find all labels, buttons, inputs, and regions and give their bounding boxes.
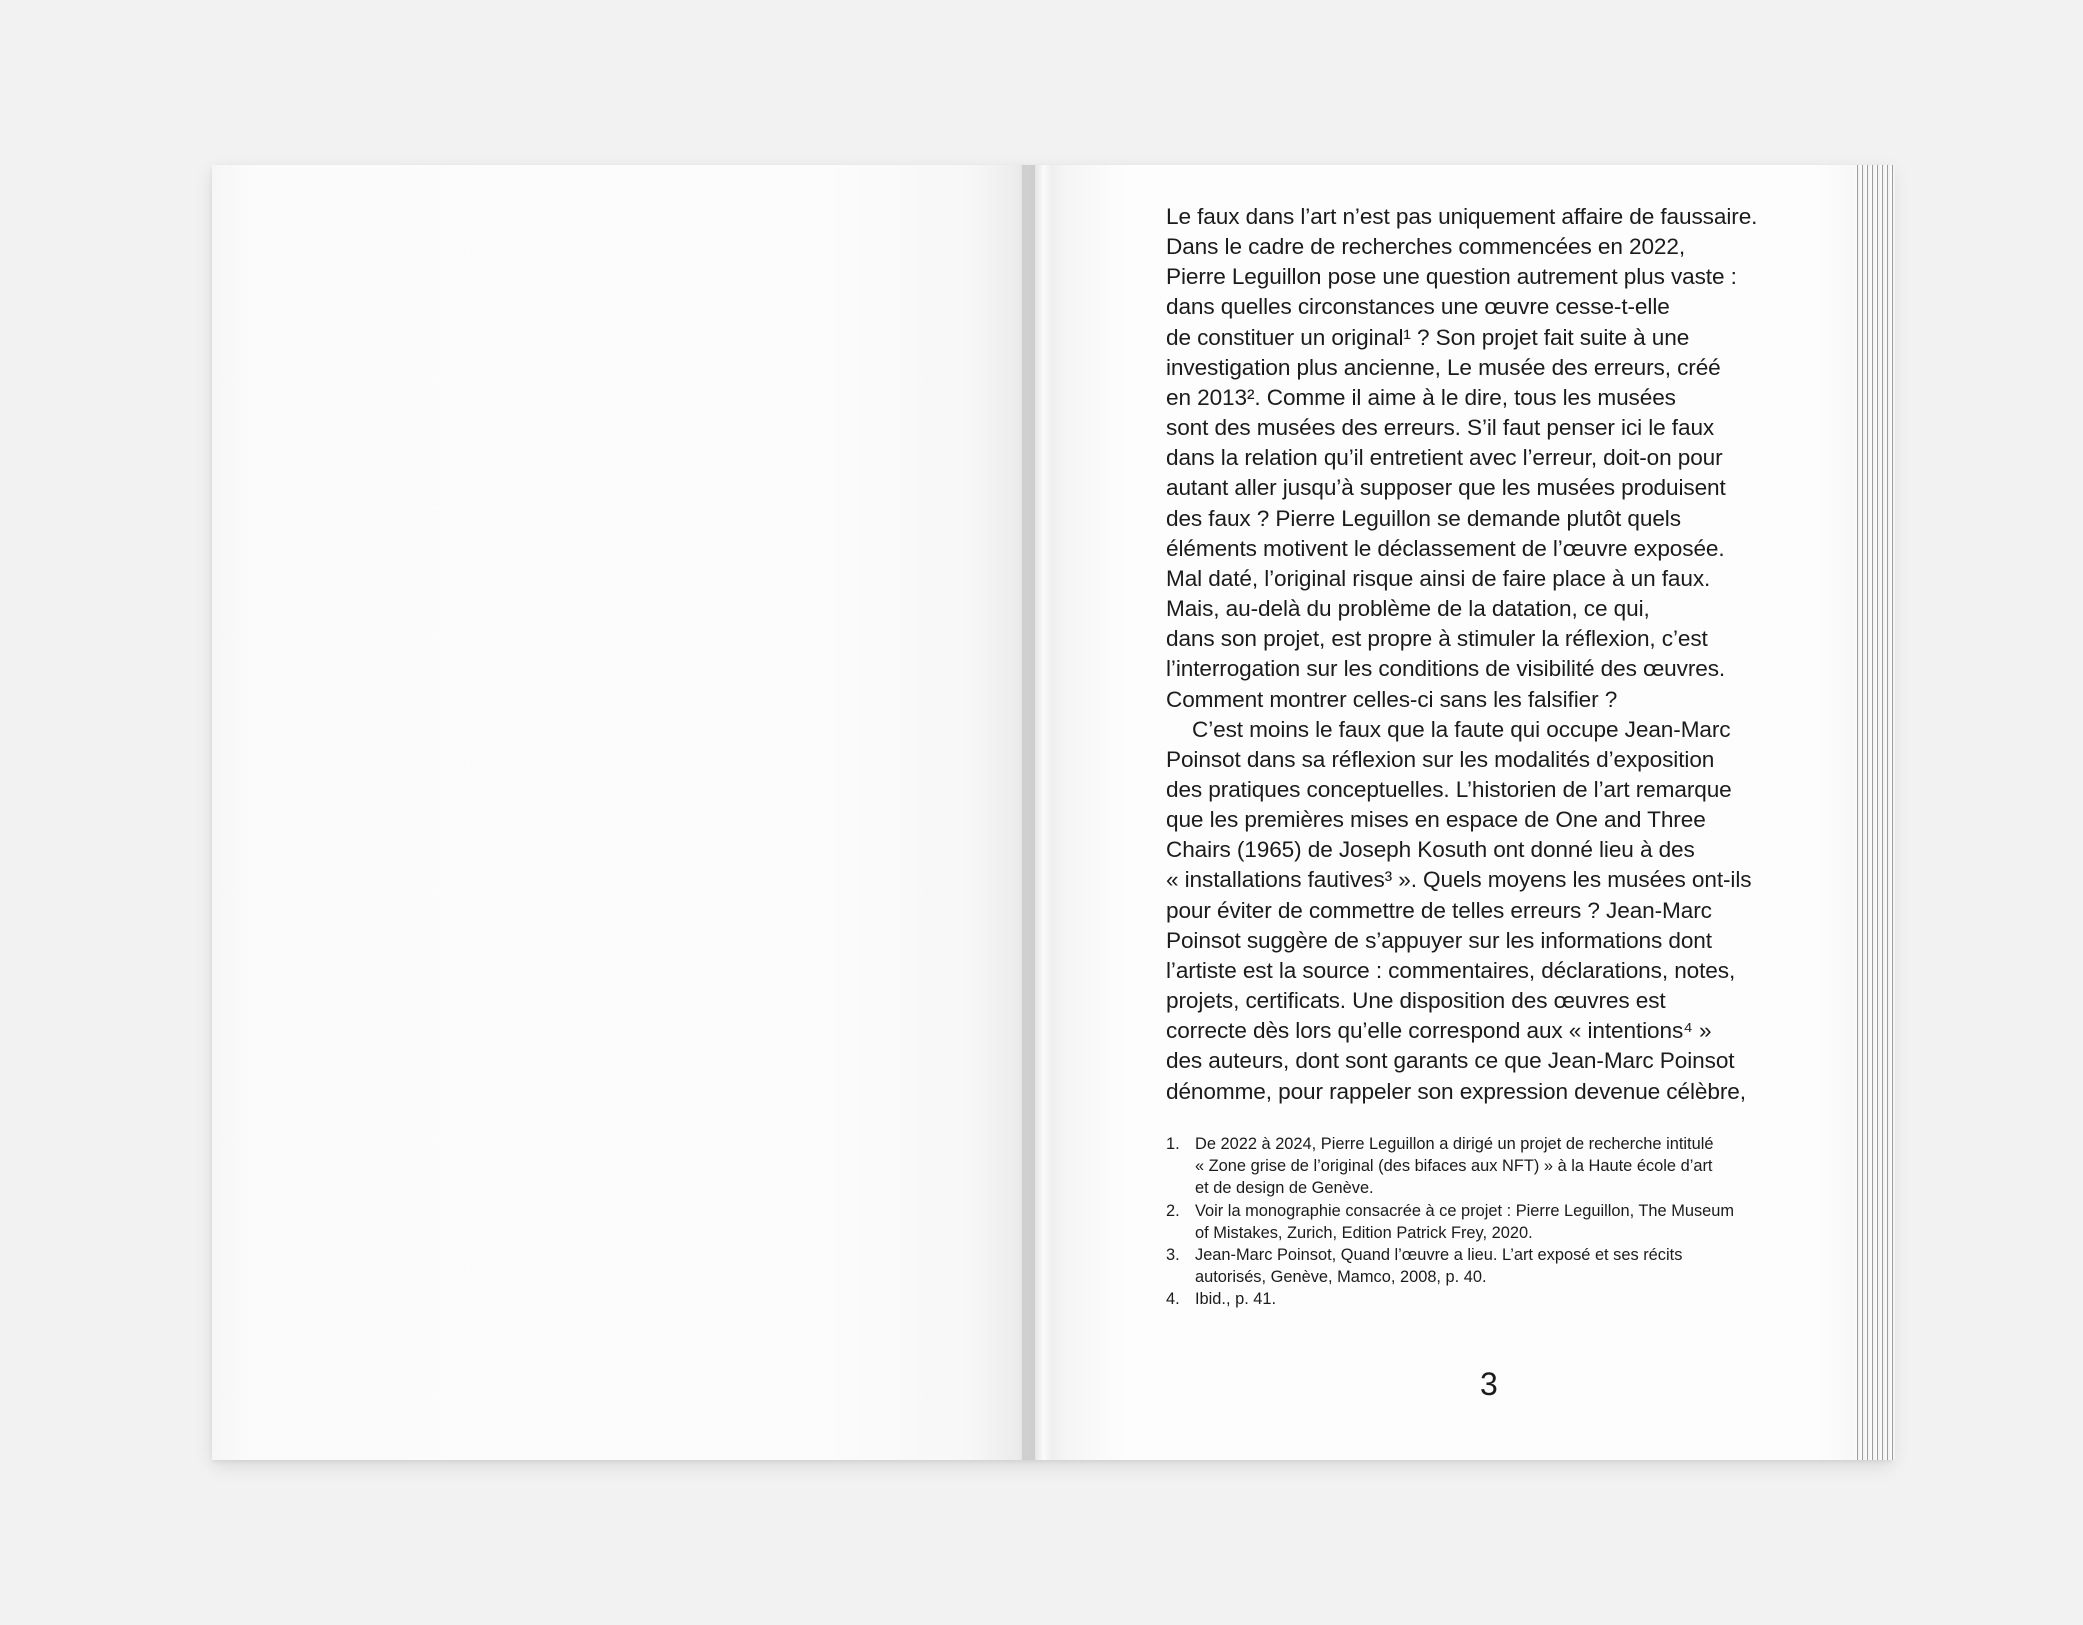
- text-line: Chairs (1965) de Joseph Kosuth ont donné lieu à des: [1166, 837, 1695, 863]
- text-line: Poinsot suggère de s’appuyer sur les informations dont: [1166, 927, 1712, 953]
- text-line: Pierre Leguillon pose une question autrement plus vaste :: [1166, 264, 1737, 290]
- footnote-line: autorisés, Genève, Mamco, 2008, p. 40.: [1195, 1268, 1487, 1287]
- footnote-number: 3.: [1166, 1246, 1180, 1265]
- footnote-number: 4.: [1166, 1290, 1180, 1309]
- text-line: en 2013². Comme il aime à le dire, tous les musées: [1166, 384, 1676, 410]
- text-line: dans son projet, est propre à stimuler la réflexion, c’est: [1166, 626, 1708, 652]
- paragraph-start-line: C’est moins le faux que la faute qui occupe Jean-Marc: [1192, 716, 1731, 742]
- text-line: éléments motivent le déclassement de l’œuvre exposée.: [1166, 535, 1725, 561]
- footnote-line: De 2022 à 2024, Pierre Leguillon a dirigé un projet de recherche intitulé: [1195, 1135, 1714, 1153]
- text-line: Le faux dans l’art n’est pas uniquement affaire de faussaire.: [1166, 204, 1758, 229]
- text-line: correcte dès lors qu’elle correspond aux « intentions⁴ »: [1166, 1018, 1712, 1044]
- footnotes: [1166, 1133, 1826, 1311]
- text-line: dénomme, pour rappeler son expression devenue célèbre,: [1166, 1078, 1746, 1104]
- text-line: que les premières mises en espace de One and Three: [1166, 807, 1706, 833]
- text-line: dans la relation qu’il entretient avec l’erreur, doit-on pour: [1166, 445, 1723, 471]
- text-line: de constituer un original¹ ? Son projet fait suite à une: [1166, 324, 1690, 350]
- text-line: Mal daté, l’original risque ainsi de faire place à un faux.: [1166, 565, 1711, 591]
- text-line: l’artiste est la source : commentaires, déclarations, notes,: [1166, 957, 1736, 983]
- footnote-line: of Mistakes, Zurich, Edition Patrick Frey, 2020.: [1195, 1223, 1533, 1242]
- text-line: autant aller jusqu’à supposer que les musées produisent: [1166, 475, 1726, 501]
- text-line: dans quelles circonstances une œuvre cesse-t-elle: [1166, 294, 1670, 320]
- page-number: 3: [1480, 1366, 1498, 1402]
- footnote-line: et de design de Genève.: [1195, 1179, 1374, 1198]
- text-line: Dans le cadre de recherches commencées en 2022,: [1166, 234, 1686, 260]
- text-line: Comment montrer celles-ci sans les falsifier ?: [1166, 686, 1618, 712]
- text-line: des faux ? Pierre Leguillon se demande plutôt quels: [1166, 505, 1681, 531]
- left-page-blank: [212, 165, 1035, 1460]
- book-spine: [1022, 165, 1052, 1460]
- text-line: Poinsot dans sa réflexion sur les modalités d’exposition: [1166, 746, 1715, 772]
- footnote: [1166, 1288, 1826, 1310]
- text-line: des pratiques conceptuelles. L’historien de l’art remarque: [1166, 776, 1732, 802]
- body-text: [1166, 202, 1826, 1107]
- footnote: [1166, 1244, 1826, 1288]
- footnote-line: Ibid., p. 41.: [1195, 1290, 1277, 1309]
- footnote-line: « Zone grise de l’original (des bifaces aux NFT) » à la Haute école d’art: [1195, 1157, 1713, 1176]
- footnote: [1166, 1200, 1826, 1244]
- footnote-number: 2.: [1166, 1201, 1180, 1220]
- text-line: pour éviter de commettre de telles erreurs ? Jean-Marc: [1166, 897, 1712, 923]
- footnote-line: Voir la monographie consacrée à ce projet : Pierre Leguillon, The Museum: [1195, 1201, 1735, 1220]
- text-line: sont des musées des erreurs. S’il faut penser ici le faux: [1166, 415, 1715, 441]
- footnote: [1166, 1133, 1826, 1200]
- text-line: l’interrogation sur les conditions de visibilité des œuvres.: [1166, 656, 1726, 682]
- text-line: investigation plus ancienne, Le musée des erreurs, créé: [1166, 354, 1721, 380]
- page-edges: [1855, 165, 1895, 1460]
- text-line: projets, certificats. Une disposition des œuvres est: [1166, 988, 1666, 1014]
- text-line: des auteurs, dont sont garants ce que Jean-Marc Poinsot: [1166, 1048, 1735, 1074]
- text-line: Mais, au-delà du problème de la datation, ce qui,: [1166, 596, 1650, 622]
- text-line: « installations fautives³ ». Quels moyens les musées ont-ils: [1166, 867, 1752, 893]
- footnote-line: Jean-Marc Poinsot, Quand l’œuvre a lieu. L’art exposé et ses récits: [1195, 1246, 1683, 1265]
- footnote-number: 1.: [1166, 1135, 1180, 1153]
